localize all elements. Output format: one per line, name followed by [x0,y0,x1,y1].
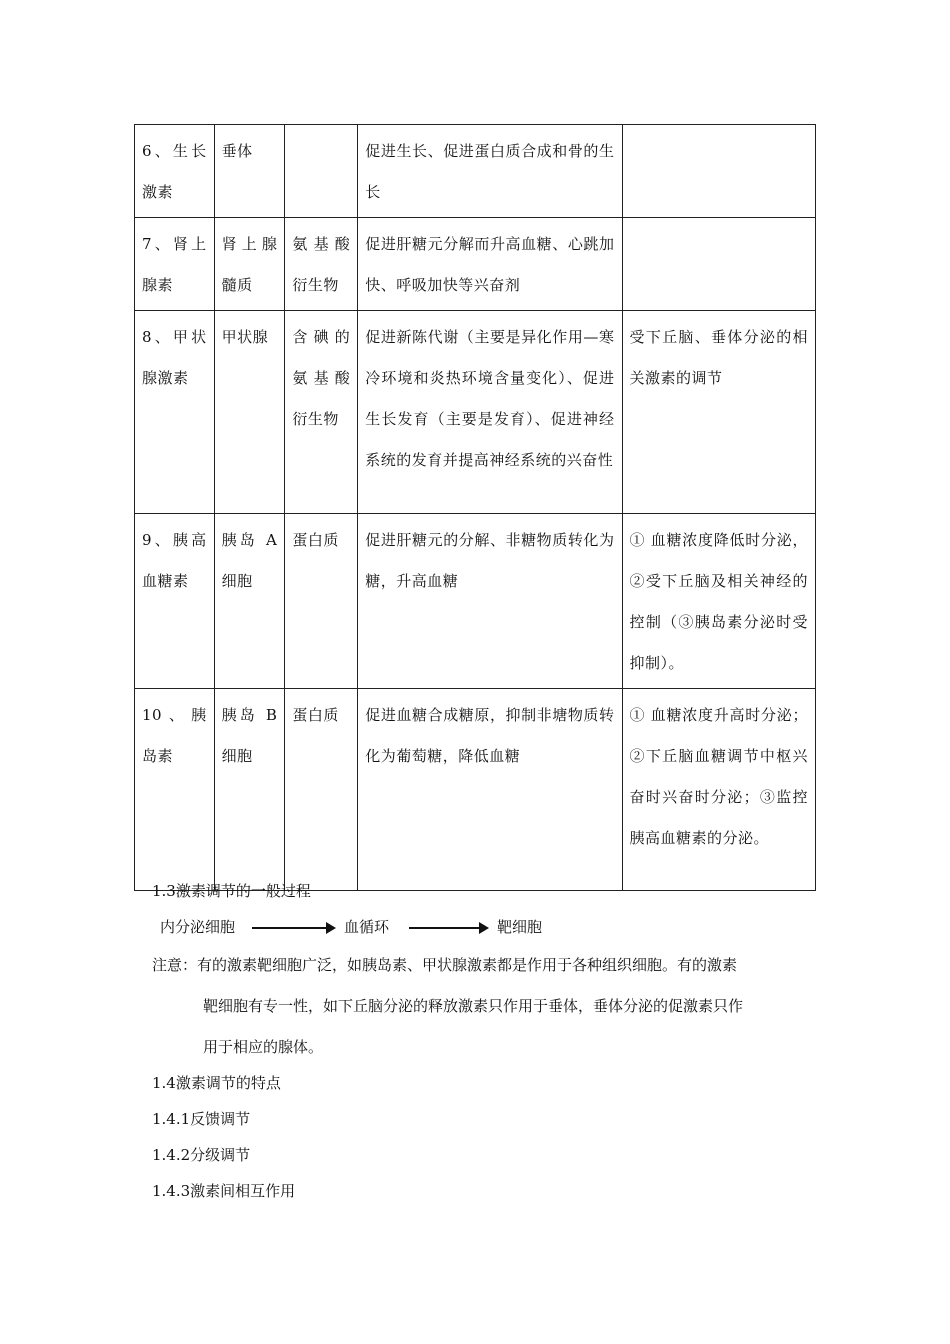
note-line: 靶细胞有专一性，如下丘脑分泌的释放激素只作用于垂体，垂体分泌的促激素只作 [203,997,744,1015]
function-cell: 促进肝糖元分解而升高血糖、心跳加快、呼吸加快等兴奋剂 [358,218,622,311]
function-cell: 促进生长、促进蛋白质合成和骨的生长 [358,125,622,218]
flow-step-endocrine-cell: 内分泌细胞 [160,918,236,936]
regulation-cell: 受下丘脑、垂体分泌的相关激素的调节 [622,311,815,514]
chemical-nature-cell: 含碘的氨基酸衍生物 [285,311,358,514]
hormone-name-cell: 9、胰高血糖素 [135,514,215,689]
hormone-name-cell: 6、生长激素 [135,125,215,218]
list-item: 1.4.1反馈调节 [152,1110,251,1128]
table-row [135,514,816,689]
table-row [135,218,816,311]
function-cell: 促进肝糖元的分解、非糖物质转化为糖，升高血糖 [358,514,622,689]
hormone-name-cell: 8、甲状腺激素 [135,311,215,514]
chemical-nature-cell: 氨基酸衍生物 [285,218,358,311]
gland-cell: 胰岛 B 细胞 [214,689,285,891]
gland-cell: 肾上腺髓质 [214,218,285,311]
note-line: 注意：有的激素靶细胞广泛，如胰岛素、甲状腺激素都是作用于各种组织细胞。有的激素 [152,956,738,974]
table-row [135,311,816,514]
chemical-nature-cell [285,125,358,218]
regulation-cell: ① 血糖浓度降低时分泌，②受下丘脑及相关神经的控制（③胰岛素分泌时受抑制）。 [622,514,815,689]
regulation-cell [622,218,815,311]
table-row [135,689,816,891]
gland-cell: 垂体 [214,125,285,218]
flow-arrow-icon [409,927,487,929]
flow-step-target-cell: 靶细胞 [497,918,543,936]
section-heading-1-3: 1.3激素调节的一般过程 [152,882,311,900]
hormone-name-cell: 7、肾上腺素 [135,218,215,311]
gland-cell: 甲状腺 [214,311,285,514]
hormone-name-cell: 10、胰岛素 [135,689,215,891]
regulation-cell: ① 血糖浓度升高时分泌；②下丘脑血糖调节中枢兴奋时兴奋时分泌；③监控胰高血糖素的分泌。 [622,689,815,891]
function-cell: 促进新陈代谢（主要是异化作用—寒冷环境和炎热环境含量变化）、促进生长发育（主要是发育）、促进神经系统的发育并提高神经系统的兴奋性 [358,311,622,514]
gland-cell: 胰岛 A 细胞 [214,514,285,689]
list-item: 1.4.3激素间相互作用 [152,1182,296,1200]
list-item: 1.4.2分级调节 [152,1146,251,1164]
function-cell: 促进血糖合成糖原，抑制非塘物质转化为葡萄糖，降低血糖 [358,689,622,891]
regulation-cell [622,125,815,218]
chemical-nature-cell: 蛋白质 [285,689,358,891]
chemical-nature-cell: 蛋白质 [285,514,358,689]
table-row [135,125,816,218]
flow-step-blood-circulation: 血循环 [344,918,390,936]
flow-arrow-icon [252,927,334,929]
hormone-table [134,124,816,891]
note-line: 用于相应的腺体。 [203,1038,324,1056]
section-heading-1-4: 1.4激素调节的特点 [152,1074,281,1092]
